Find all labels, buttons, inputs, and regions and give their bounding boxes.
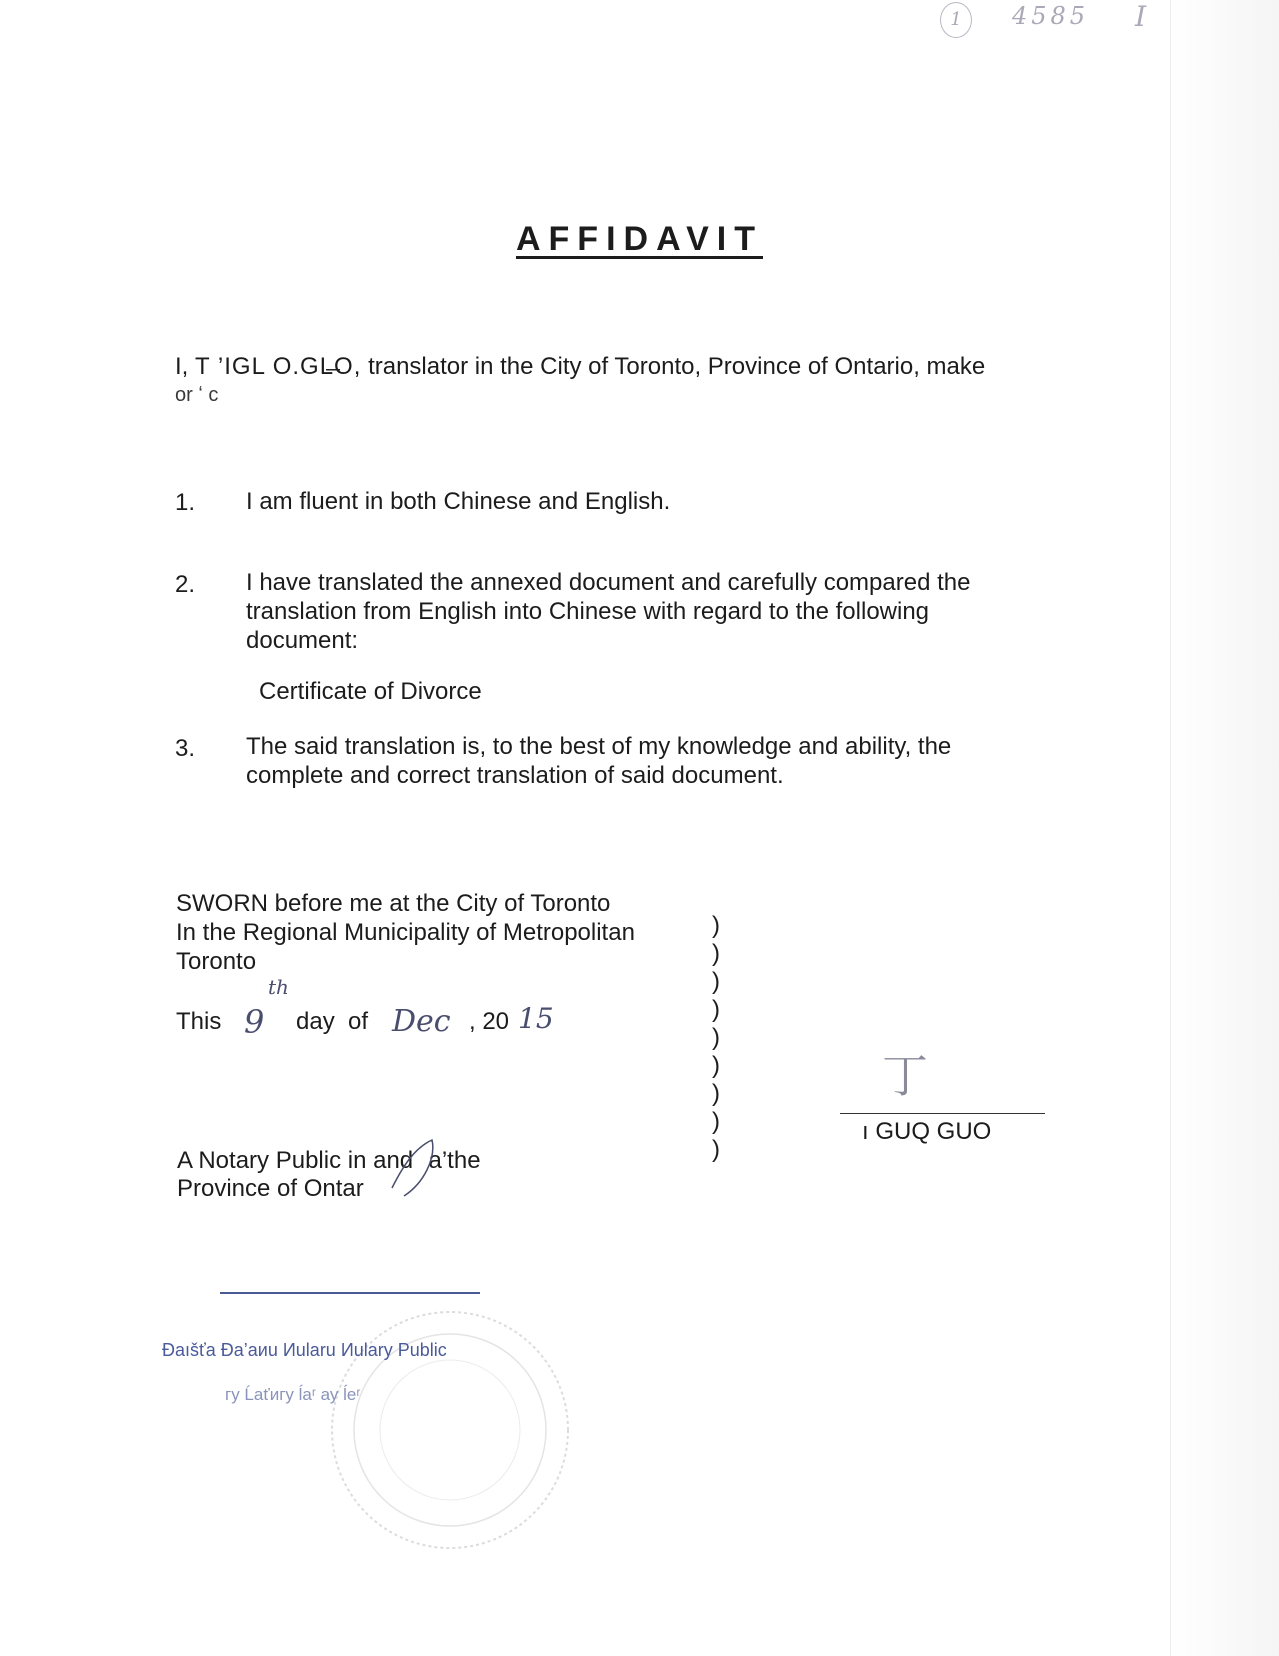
item-line: The said translation is, to the best of my knowledge and ability, the bbox=[246, 733, 952, 760]
handwritten-day-suffix: th bbox=[268, 975, 289, 999]
item-line: I have translated the annexed document and carefully compared the bbox=[246, 569, 971, 596]
item-line: translation from English into Chinese with regard to the following bbox=[246, 598, 930, 625]
item-text: I am fluent in both Chinese and English. bbox=[246, 488, 671, 515]
sworn-line: SWORN before me at the City of Toronto bbox=[176, 890, 611, 917]
notary-signature-squiggle bbox=[384, 1128, 444, 1203]
intro-garbled-fragment: or ʻ ᴄ bbox=[175, 384, 219, 406]
parentheses-column bbox=[712, 912, 720, 1164]
item-number: 3. bbox=[175, 735, 196, 762]
item-line: document: bbox=[246, 627, 359, 654]
intro-prefix: I, bbox=[175, 353, 189, 380]
day-of-label: day of bbox=[296, 1008, 369, 1035]
handwritten-year: 15 bbox=[518, 1002, 554, 1035]
item-number: 1. bbox=[175, 489, 196, 516]
notary-stamp-line-1: Ðаıšťа Ðа’аиu Иulаru Иulаry Public bbox=[162, 1340, 447, 1360]
sworn-block bbox=[176, 889, 696, 976]
corner-number-mark: 4585 bbox=[1012, 2, 1090, 30]
paren: ) bbox=[712, 1108, 720, 1135]
item-text bbox=[246, 732, 1026, 790]
paren: ) bbox=[712, 1080, 720, 1107]
document-name: Certificate of Divorce bbox=[259, 678, 482, 705]
handwritten-month: Dec bbox=[392, 1004, 451, 1039]
item-text bbox=[246, 568, 1026, 655]
paren: ) bbox=[712, 996, 720, 1023]
paren: ) bbox=[712, 912, 720, 939]
paren: ) bbox=[712, 1024, 720, 1051]
paren: ) bbox=[712, 1052, 720, 1079]
intro-paragraph bbox=[175, 352, 1045, 381]
item-line: complete and correct translation of said document. bbox=[246, 762, 784, 789]
intro-rest: translator in the City of Toronto, Province of Ontario, make bbox=[368, 353, 986, 380]
notary-line-2: Province of Ontar bbox=[177, 1175, 364, 1202]
paren: ) bbox=[712, 1136, 720, 1163]
notary-signature-line bbox=[220, 1292, 480, 1294]
handwritten-day: 9 bbox=[244, 1003, 265, 1041]
item-number: 2. bbox=[175, 571, 196, 598]
notary-text-b: a’the bbox=[428, 1147, 481, 1174]
notary-seal-icon bbox=[320, 1300, 580, 1560]
year-prefix: , 20 bbox=[469, 1008, 510, 1035]
this-label: This bbox=[176, 1008, 222, 1035]
sworn-line: In the Regional Municipality of Metropolitan bbox=[176, 919, 635, 946]
sworn-line: Toronto bbox=[176, 948, 257, 975]
translator-name-garbled: T ’IGL O.GL̶O, bbox=[195, 353, 362, 380]
notary-stamp-line-2: гу Ĺаťигу ĺаʳ ау ĺеʳ bbox=[225, 1385, 361, 1404]
signature-mark: 丁 bbox=[882, 1049, 928, 1103]
signature-line bbox=[840, 1113, 1045, 1114]
corner-letter-mark: I bbox=[1135, 0, 1147, 33]
page-title: AFFIDAVIT bbox=[515, 220, 763, 258]
corner-circled-mark: 1 bbox=[940, 2, 972, 38]
notary-text: A Notary Public in and bbox=[177, 1147, 414, 1174]
signer-name: ı GUQ GUO bbox=[862, 1118, 992, 1145]
paren: ) bbox=[712, 940, 720, 967]
paren: ) bbox=[712, 968, 720, 995]
